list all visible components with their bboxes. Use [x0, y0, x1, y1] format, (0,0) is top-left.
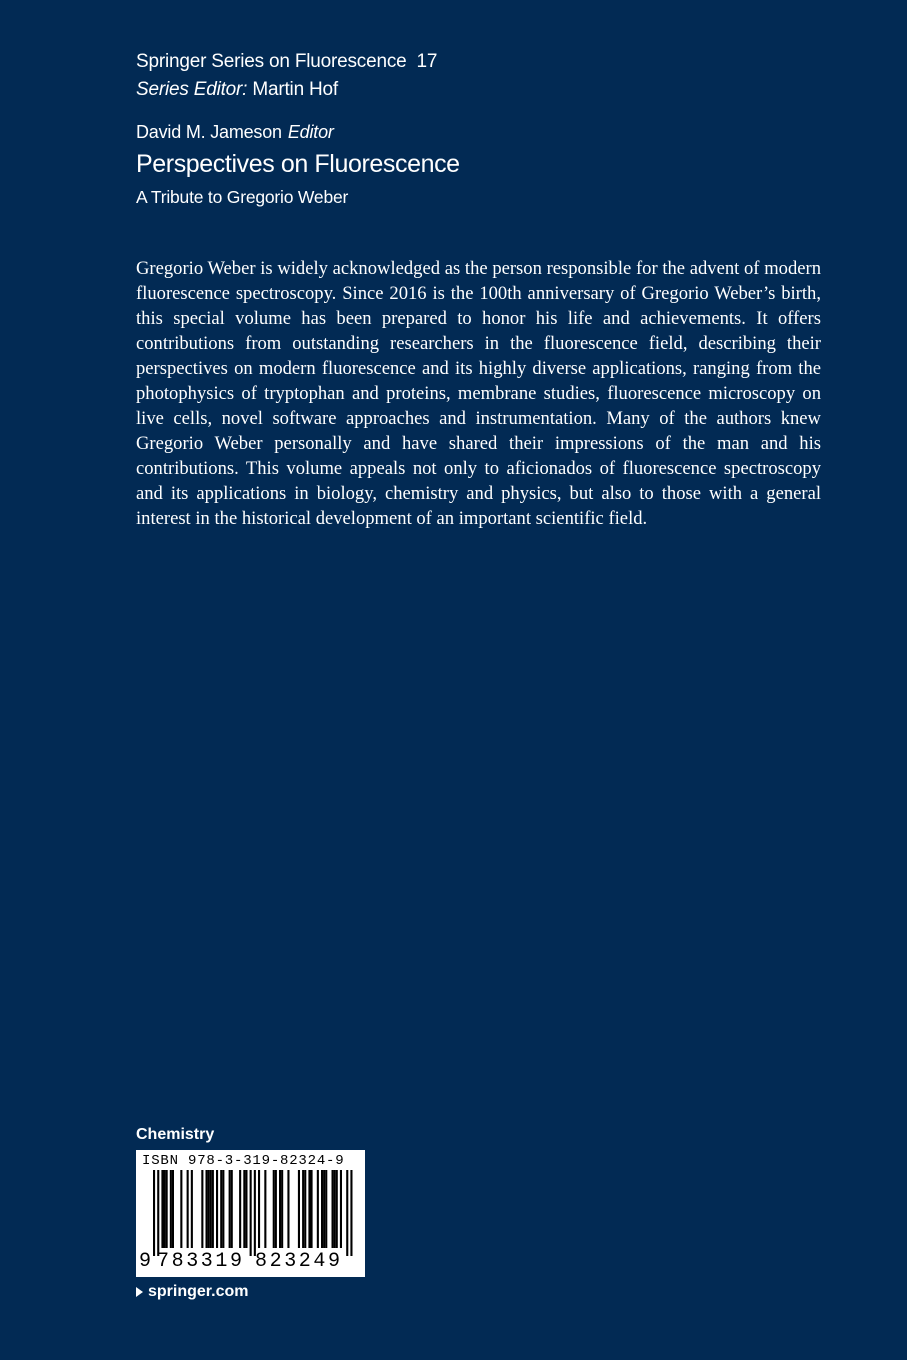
- series-editor-label: Series Editor:: [136, 79, 248, 100]
- barcode-bar: [311, 1170, 313, 1248]
- book-description: Gregorio Weber is widely acknowledged as the person responsible for the advent of modern fluorescence spectroscopy. Since 2016 is the 100th anniversary of Gregorio Weber’s birth, this special volume has been prepared to honor his life and achievements. It offers contributions from outstanding researchers in the fluorescence field, describing their perspectives on modern fluorescence and its highly diverse applications, ranging from the photophysics of tryptophan and proteins, membrane studies, fluorescence microscopy on live cells, novel software approaches and instrumentation. Many of the authors knew Gregorio Weber personally and have shared their impressions of the man and his contributions. This volume appeals not only to aficionados of fluorescence spectroscopy and its applications in biology, chemistry and physics, but also to those with a general interest in the historical development of an important scientific field.: [136, 258, 821, 529]
- series-line: [136, 50, 437, 74]
- barcode-bar: [334, 1170, 336, 1248]
- isbn-barcode: [136, 1150, 365, 1277]
- barcode-bar: [212, 1170, 214, 1248]
- ean-left-digits: 783319: [157, 1250, 245, 1273]
- barcode-bar: [325, 1170, 327, 1248]
- barcode-bar: [250, 1170, 252, 1256]
- book-subtitle: A Tribute to Gregorio Weber: [136, 187, 349, 207]
- barcode-bar: [321, 1170, 323, 1248]
- barcode-bar: [243, 1170, 245, 1248]
- barcode-bar: [281, 1170, 283, 1248]
- series-name: Springer Series on Fluorescence: [136, 51, 407, 72]
- barcode-bar: [191, 1170, 193, 1248]
- website-label: springer.com: [148, 1283, 249, 1300]
- book-editor-role: Editor: [287, 122, 334, 142]
- barcode-bar: [254, 1170, 256, 1256]
- barcode-bar: [239, 1170, 241, 1248]
- barcode-bar: [164, 1170, 166, 1248]
- barcode-bar: [180, 1170, 182, 1248]
- barcode-bar: [264, 1170, 266, 1248]
- barcode-bar: [161, 1170, 163, 1248]
- barcode-bar: [308, 1170, 310, 1248]
- barcode-bar: [157, 1170, 159, 1256]
- barcode-bar: [210, 1170, 212, 1248]
- ean-first-digit: 9: [139, 1250, 152, 1273]
- barcode-bar: [287, 1170, 289, 1248]
- barcode-bar: [229, 1170, 231, 1248]
- book-editor-line: [136, 120, 334, 144]
- barcode-bar: [231, 1170, 233, 1248]
- barcode-bar: [208, 1170, 210, 1248]
- ean-right-digits: 823249: [255, 1250, 343, 1273]
- book-editor-name: David M. Jameson: [136, 122, 282, 142]
- barcode-bar: [170, 1170, 172, 1248]
- barcode-bar: [220, 1170, 222, 1248]
- barcode-bar: [350, 1170, 352, 1256]
- barcode-bar: [172, 1170, 174, 1248]
- book-title: Perspectives on Fluorescence: [136, 150, 460, 178]
- barcode-bar: [187, 1170, 189, 1248]
- barcode-bar: [298, 1170, 300, 1248]
- barcode-bar: [304, 1170, 306, 1248]
- barcode-bar: [346, 1170, 348, 1256]
- barcode-bar: [340, 1170, 342, 1248]
- barcode-bar: [279, 1170, 281, 1248]
- barcode-bar: [245, 1170, 247, 1248]
- barcode-bar: [166, 1170, 168, 1248]
- barcode-bar: [222, 1170, 224, 1248]
- triangle-arrow-icon: [136, 1287, 143, 1297]
- barcode-bar: [332, 1170, 334, 1248]
- barcode-bar: [201, 1170, 203, 1248]
- barcode-bar: [317, 1170, 319, 1248]
- barcode-bar: [258, 1170, 260, 1248]
- barcode-bar: [336, 1170, 338, 1248]
- publisher-website-link[interactable]: [136, 1282, 248, 1302]
- isbn-label: ISBN 978-3-319-82324-9: [142, 1153, 345, 1169]
- barcode-bar: [273, 1170, 275, 1248]
- series-editor-name: Martin Hof: [252, 79, 338, 100]
- series-editor-line: [136, 78, 338, 102]
- barcode-bar: [153, 1170, 155, 1256]
- barcode-bar: [323, 1170, 325, 1248]
- series-volume: 17: [416, 51, 438, 72]
- barcode-bar: [206, 1170, 208, 1248]
- barcode-bar: [216, 1170, 218, 1248]
- barcode-bar: [275, 1170, 277, 1248]
- barcode-bar: [302, 1170, 304, 1248]
- subject-category: Chemistry: [136, 1126, 215, 1143]
